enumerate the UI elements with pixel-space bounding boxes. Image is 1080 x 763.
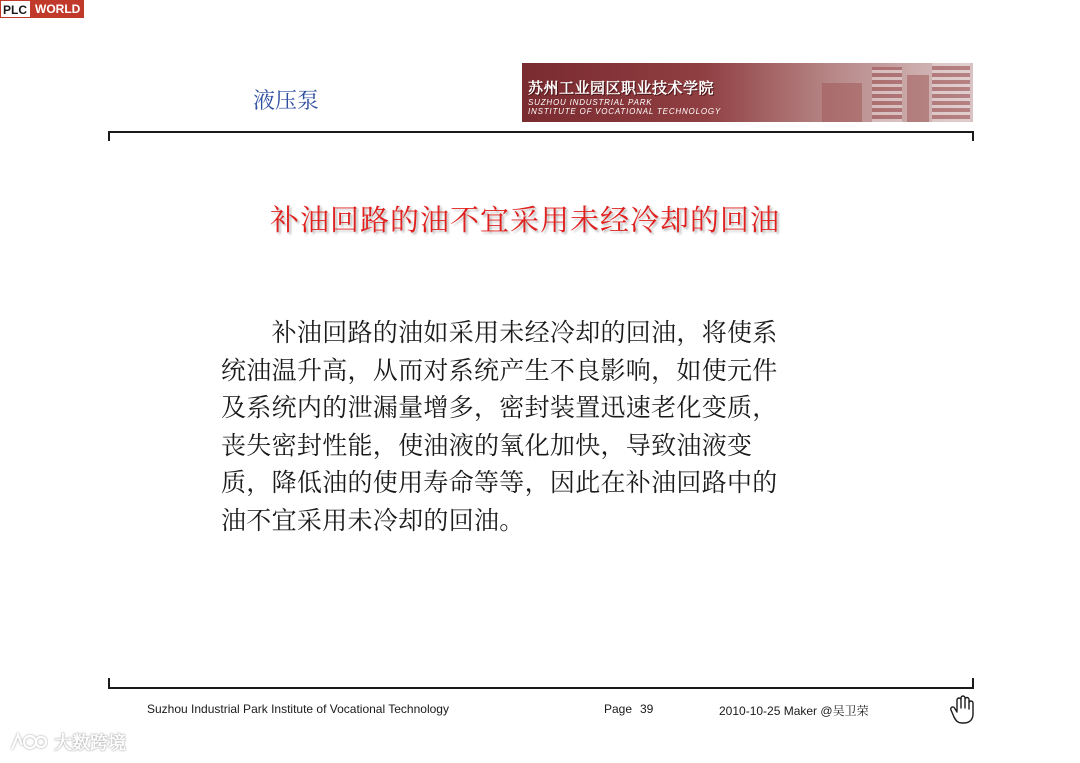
watermark-logo-icon xyxy=(8,731,48,753)
footer-institute-name: Suzhou Industrial Park Institute of Vocational Technology xyxy=(147,702,449,716)
institute-banner xyxy=(522,63,973,122)
section-title: 液压泵 xyxy=(253,89,320,114)
slide-body-paragraph: 补油回路的油如采用未经冷却的回油，将使系 统油温升高，从而对系统产生不良影响，如使元件 及系统内的泄漏量增多，密封装置迅速老化变质， 丧失密封性能，使油液的氧化加快，导致油液变 质，降低油的使用寿命等等，因此在补油回路中的 油不宜采用未冷却的回油。 xyxy=(221,318,778,535)
footer-page-label: Page xyxy=(604,702,633,716)
logo-plc-text: PLC xyxy=(0,0,31,18)
bottom-divider-left-tick xyxy=(108,678,110,689)
logo-world-text: WORLD xyxy=(31,0,84,18)
banner-en-line2: INSTITUTE OF VOCATIONAL TECHNOLOGY xyxy=(528,107,722,116)
top-divider xyxy=(108,131,974,133)
plc-world-logo xyxy=(0,0,86,18)
hand-pointer-icon[interactable] xyxy=(948,695,976,725)
watermark-text: 大数跨境 xyxy=(54,733,126,754)
bottom-divider xyxy=(108,687,974,689)
footer-page-number: 39 xyxy=(640,702,654,716)
banner-cn-name: 苏州工业园区职业技术学院 xyxy=(528,79,715,97)
footer-date-maker: 2010-10-25 Maker @吴卫荣 xyxy=(719,704,869,718)
top-divider-right-tick xyxy=(972,131,974,141)
slide-heading: 补油回路的油不宜采用未经冷却的回油 xyxy=(269,203,780,237)
banner-en-line1: SUZHOU INDUSTRIAL PARK xyxy=(528,98,653,107)
bottom-divider-right-tick xyxy=(972,678,974,689)
watermark xyxy=(8,728,126,756)
top-divider-left-tick xyxy=(108,131,110,141)
